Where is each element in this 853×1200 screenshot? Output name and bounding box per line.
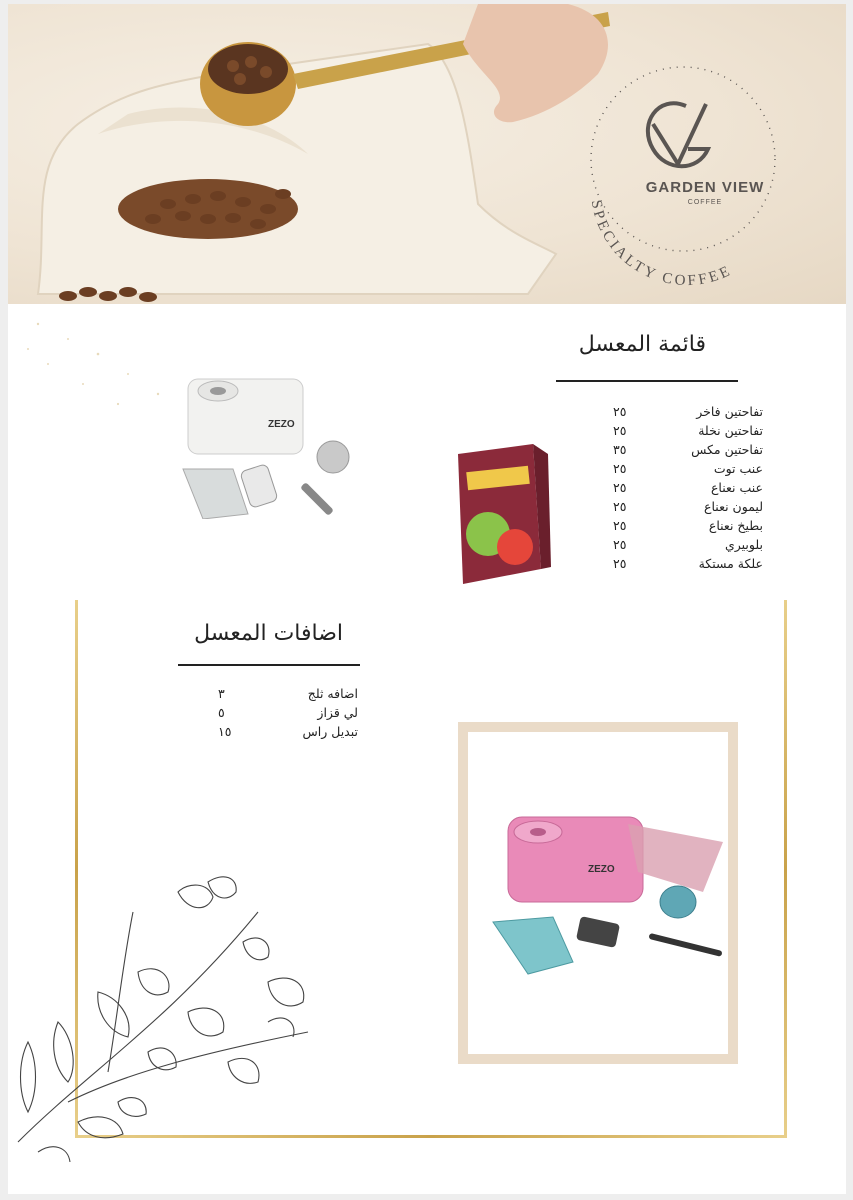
menu-item-name: عنب نعناع xyxy=(710,480,763,495)
menu-list xyxy=(613,402,763,573)
addon-row xyxy=(218,722,358,741)
menu-page xyxy=(8,4,846,1194)
menu-row xyxy=(613,497,763,516)
menu-row xyxy=(613,440,763,459)
menu-row xyxy=(613,535,763,554)
menu-item-name: علكة مستكة xyxy=(698,556,763,571)
addon-item-price: ٥ xyxy=(218,705,225,720)
addon-row xyxy=(218,684,358,703)
menu-item-name: عنب توت xyxy=(713,461,763,476)
addon-item-name: تبديل راس xyxy=(302,724,358,739)
menu-item-price: ٢٥ xyxy=(613,480,627,495)
hookah-kit-pink-image xyxy=(468,732,728,1054)
menu-item-name: ليمون نعناع xyxy=(704,499,763,514)
menu-row xyxy=(613,478,763,497)
photo-frame xyxy=(458,722,738,1064)
menu-item-name: تفاحتين نخلة xyxy=(698,423,763,438)
menu-item-price: ٢٥ xyxy=(613,537,627,552)
floral-line-drawing xyxy=(8,872,328,1162)
menu-title: قائمة المعسل xyxy=(578,332,706,357)
zezo-label-pink: ZEZO xyxy=(588,864,615,875)
brand-tagline-arc xyxy=(8,4,846,304)
menu-item-name: تفاحتين فاخر xyxy=(696,404,763,419)
hookah-kit-white-image xyxy=(173,369,373,519)
menu-item-name: بطيخ نعناع xyxy=(708,518,763,533)
addon-row xyxy=(218,703,358,722)
tobacco-box-image xyxy=(453,439,553,589)
menu-item-price: ٣٥ xyxy=(613,442,627,457)
menu-title-underline xyxy=(556,380,738,382)
addon-item-name: اضافه ثلج xyxy=(307,686,358,701)
menu-item-price: ٢٥ xyxy=(613,518,627,533)
addons-title: اضافات المعسل xyxy=(194,621,343,646)
addon-item-price: ١٥ xyxy=(218,724,232,739)
menu-item-price: ٢٥ xyxy=(613,423,627,438)
menu-item-price: ٢٥ xyxy=(613,499,627,514)
zezo-label-white: ZEZO xyxy=(268,419,295,430)
menu-row xyxy=(613,459,763,478)
gold-frame-right xyxy=(784,600,787,1138)
photo-inner xyxy=(468,732,728,1054)
addon-item-price: ٣ xyxy=(218,686,225,701)
brand-sub: COFFEE xyxy=(687,199,723,206)
addons-title-underline xyxy=(178,664,360,666)
menu-item-price: ٢٥ xyxy=(613,556,627,571)
menu-row xyxy=(613,421,763,440)
svg-text:SPECIALTY COFFEE: SPECIALTY COFFEE xyxy=(587,198,735,290)
addon-item-name: لي قزاز xyxy=(317,705,358,720)
menu-item-price: ٢٥ xyxy=(613,404,627,419)
addons-list xyxy=(218,684,358,741)
menu-row xyxy=(613,516,763,535)
menu-item-name: تفاحتين مكس xyxy=(691,442,763,457)
header-coffee-photo xyxy=(8,4,846,304)
menu-item-name: بلوبيري xyxy=(724,537,763,552)
menu-row xyxy=(613,402,763,421)
menu-row xyxy=(613,554,763,573)
brand-name: GARDEN VIEW xyxy=(645,179,765,196)
menu-item-price: ٢٥ xyxy=(613,461,627,476)
